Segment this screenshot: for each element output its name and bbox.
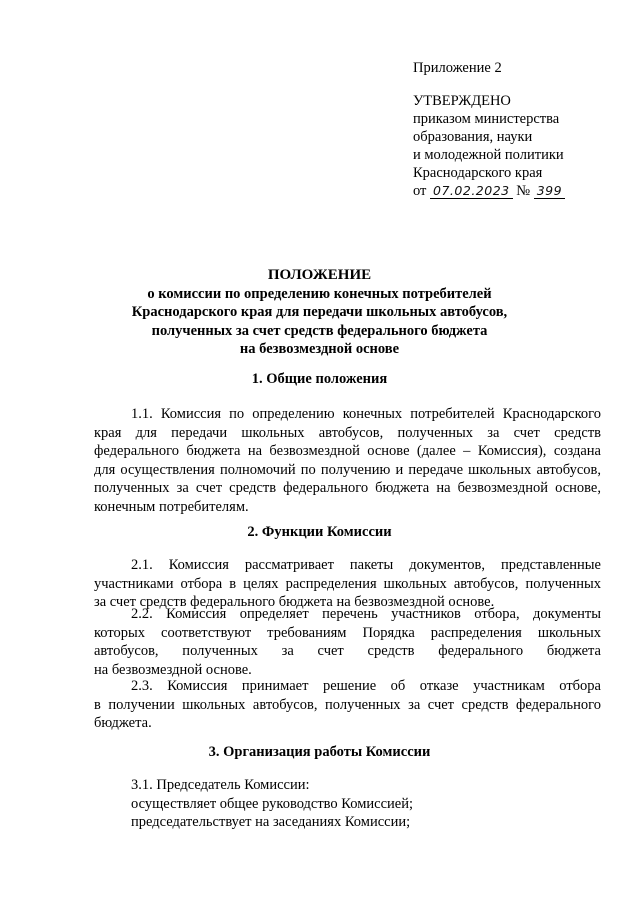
- text-line: конечным потребителям.: [94, 498, 249, 515]
- approved-label: УТВЕРЖДЕНО: [413, 93, 511, 109]
- text-line: полученных за счет средств федерального бюджета на безвозмездной основе,: [94, 480, 601, 497]
- approval-line-2: образования, науки: [413, 129, 533, 145]
- title-line-2: Краснодарского края для передачи школьных автобусов,: [131, 304, 508, 321]
- text-line: председательствует на заседаниях Комиссии;: [131, 814, 411, 831]
- approval-line-4: Краснодарского края: [413, 165, 543, 181]
- paragraph-1-1: [94, 405, 601, 517]
- paragraph-2-1: [94, 556, 601, 612]
- appendix-label: Приложение 2: [413, 60, 502, 76]
- paragraph-2-2: [94, 605, 601, 679]
- approval-line-1: приказом министерства: [413, 111, 560, 127]
- title-line-4: на безвозмездной основе: [239, 341, 400, 358]
- approval-line-3: и молодежной политики: [413, 147, 564, 163]
- text-line: осуществляет общее руководство Комиссией;: [131, 795, 414, 812]
- text-line: автобусов, полученных за счет средств федерального бюджета: [94, 643, 601, 660]
- text-line: бюджета.: [94, 715, 152, 732]
- paragraph-2-3: [94, 677, 601, 733]
- section-3-heading: 3. Организация работы Комиссии: [208, 744, 431, 760]
- approval-date-line: [413, 182, 633, 200]
- text-line: участниками отбора в целях распределения школьных автобусов, полученных: [94, 575, 601, 592]
- text-line: 2.2. Комиссия определяет перечень участников отбора, документы: [131, 606, 601, 622]
- from-label: от: [413, 183, 427, 199]
- text-line: края для передачи школьных автобусов, полученных за счет средств: [94, 424, 601, 441]
- text-line: 3.1. Председатель Комиссии:: [131, 777, 310, 793]
- text-line: которых соответствуют требованиям Порядка распределения школьных: [94, 624, 601, 641]
- text-line: для осуществления полномочий по получению и передаче школьных автобусов,: [94, 461, 601, 478]
- approval-stamp: [413, 59, 633, 200]
- number-label: №: [516, 183, 531, 199]
- text-line: за счет средств федерального бюджета на безвозмездной основе.: [94, 594, 495, 611]
- title-line-3: полученных за счет средств федерального бюджета: [151, 322, 488, 339]
- handwritten-date: 07.02.2023: [430, 183, 513, 199]
- title-main: ПОЛОЖЕНИЕ: [267, 267, 372, 283]
- section-3-text: [131, 776, 413, 832]
- text-line: 2.3. Комиссия принимает решение об отказе участникам отбора: [131, 678, 601, 694]
- text-line: 2.1. Комиссия рассматривает пакеты документов, представленные: [131, 557, 601, 573]
- text-line: в получении школьных автобусов, полученных за счет средств федерального: [94, 696, 601, 713]
- title-line-1: о комиссии по определению конечных потребителей: [147, 285, 492, 302]
- text-line: 1.1. Комиссия по определению конечных потребителей Краснодарского: [131, 406, 601, 422]
- text-line: федерального бюджета на безвозмездной основе (далее – Комиссия), создана: [94, 443, 601, 460]
- handwritten-number: 399: [534, 183, 565, 199]
- section-1-heading: 1. Общие положения: [251, 371, 388, 387]
- document-title: [0, 266, 639, 359]
- section-2-heading: 2. Функции Комиссии: [247, 524, 392, 540]
- text-line: на безвозмездной основе.: [94, 661, 252, 678]
